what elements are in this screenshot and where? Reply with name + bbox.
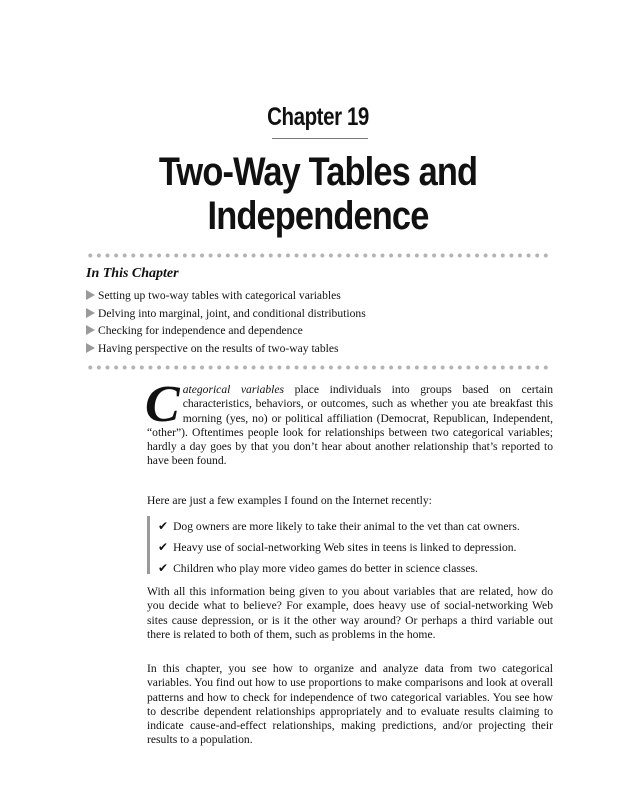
examples-lead-paragraph: Here are just a few examples I found on the Internet recently: (147, 494, 432, 507)
outline-item (86, 322, 366, 340)
triangle-bullet-icon (86, 343, 95, 353)
checkmark-bullet-icon: ✔ (158, 561, 169, 575)
dotted-divider-bottom (86, 365, 552, 370)
chapter-underline (272, 138, 368, 139)
example-item-text: Heavy use of social-networking Web sites in teens is linked to depression. (173, 541, 517, 554)
drop-cap: C (145, 376, 180, 433)
outline-item-text: Setting up two-way tables with categorical variables (98, 289, 341, 302)
example-item-text: Children who play more video games do better in science classes. (173, 562, 478, 575)
intro-paragraph (145, 376, 553, 469)
intro-term: ategorical variables (182, 383, 285, 396)
chapter-overview-paragraph: In this chapter, you see how to organize and analyze data from two categorical variables. You find out how to use proportions to make comparisons and look at overall patterns and how to check for independence of two categorical variables. You see how to describe dependent relationships appropriately and to evaluate results claiming to indicate cause-and-effect relationships, making predictions, and/or projecting their results to a population. (147, 662, 553, 747)
in-this-chapter-heading: In This Chapter (86, 266, 179, 281)
chapter-title (45, 150, 592, 238)
question-paragraph: With all this information being given to you about variables that are related, how do you decide what to believe? For example, does heavy use of social-networking Web sites cause depression, or is it the other way around? Or perhaps a third variable out there is related to both of them, such as problems in the home. (147, 585, 553, 641)
example-item (158, 558, 568, 579)
triangle-bullet-icon (86, 325, 95, 335)
chapter-title-line-2: Independence (207, 194, 429, 238)
example-item (158, 516, 568, 537)
outline-item (86, 287, 366, 305)
checkmark-bullet-icon: ✔ (158, 519, 169, 533)
triangle-bullet-icon (86, 308, 95, 318)
outline-item-text: Delving into marginal, joint, and conditional distributions (98, 306, 366, 320)
outline-item-text: Checking for independence and dependence (98, 324, 303, 338)
chapter-label: Chapter 19 (267, 103, 369, 131)
intro-text: place individuals into groups based on certain characteristics, behaviors, or outcomes, such as whether you ate breakfast this morning (yes, no) or political affiliation (Democrat, Republican, Independent, “other”). Oftentimes people look for relationships between two categorical variables; hardly a day goes by that you don’t hear about another relationship that’s reported to have been found. (147, 383, 553, 468)
chapter-title-line-1: Two-Way Tables and (158, 150, 478, 194)
chapter-outline-list (86, 287, 366, 358)
dotted-divider-top (86, 253, 552, 258)
checkmark-bullet-icon: ✔ (158, 540, 169, 554)
example-item-text: Dog owners are more likely to take their animal to the vet than cat owners. (173, 520, 520, 533)
triangle-bullet-icon (86, 290, 95, 300)
outline-item (86, 340, 366, 358)
examples-list (147, 516, 568, 574)
outline-item (86, 305, 366, 323)
outline-item-text: Having perspective on the results of two-way tables (98, 342, 339, 356)
example-item (158, 537, 568, 558)
